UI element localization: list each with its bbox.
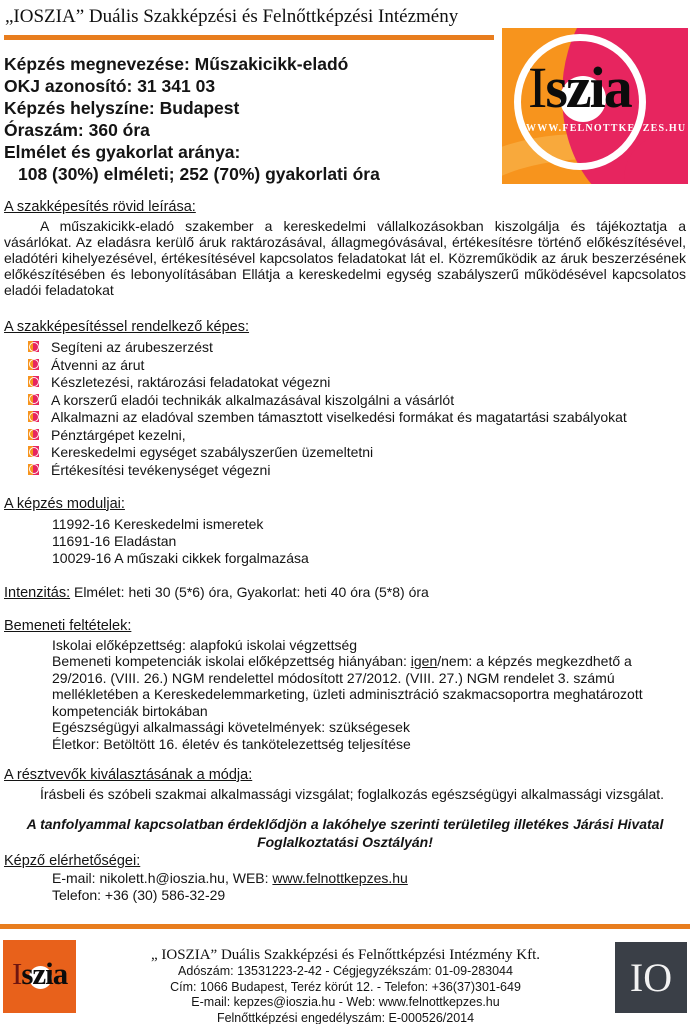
logo-letters-szia: szia <box>545 55 631 120</box>
footer-ioszia-logo <box>3 940 76 1013</box>
section-heading: Bemeneti feltételek: <box>4 617 132 634</box>
list-item <box>4 392 686 409</box>
footer-tax-line: Adószám: 13531223-2-42 - Cégjegyzékszám: 01-09-283044 <box>178 964 513 978</box>
ioszia-bullet-icon <box>28 394 39 405</box>
list-item <box>4 339 686 356</box>
ioszia-bullet-icon <box>28 411 39 422</box>
list-item: 11992-16 Kereskedelmi ismeretek <box>52 515 264 532</box>
course-summary-line: OKJ azonosító: 31 341 03 <box>4 76 216 96</box>
footer-company-name: „ IOSZIA” Duális Szakképzési és Felnőttképzési Intézmény Kft. <box>150 947 541 963</box>
section-selection <box>4 767 686 802</box>
section-heading: Intenzitás: <box>4 584 71 601</box>
ioszia-bullet-icon <box>28 359 39 370</box>
footer-company-info <box>76 940 615 1024</box>
section-description <box>4 199 686 298</box>
list-item <box>4 462 686 479</box>
contact-email-prefix: E-mail: nikolett.h@ioszia.hu, WEB: <box>52 870 273 886</box>
entry-age: Életkor: Betöltött 16. életév és tankötelezettség teljesítése <box>52 735 411 752</box>
footer-logo-letters-szia: szia <box>21 956 68 991</box>
skills-list <box>4 339 686 479</box>
notice-text: A tanfolyammal kapcsolatban érdeklődjön a lakóhelye szerinti területileg illetékes Járási Hivatal Foglalkoztatási Osztályán! <box>26 816 664 850</box>
footer-io-logo: IO <box>615 942 687 1013</box>
contact-phone-line: Telefon: +36 (30) 586-32-29 <box>52 886 226 903</box>
footer <box>0 940 690 1024</box>
skill-label: Pénztárgépet kezelni, <box>51 426 186 443</box>
description-text: A műszakicikk-eladó szakember a kereskedelmi vállalkozásokban kiszolgálja és tájékoztatja a vásárlókat. Az eladásra kerülő áruk raktározásával, állagmegóvásával, értékesítésre történő előkészítésével, eladótéri kihelyezésével, értékesítésével kapcsolatos feladatokat lát el. Közreműködik az áruk beszerzésének előkészítésében és lebonyolításában Ellátja a kereskedelmi egység szabályszerű működésével kapcsolatos eladói feladatokat <box>4 218 686 298</box>
entry-schooling: Iskolai előképzettség: alapfokú iskolai végzettség <box>52 636 358 653</box>
header-divider <box>4 35 494 40</box>
footer-divider-wrap <box>0 924 690 929</box>
modules-list <box>4 516 686 567</box>
skill-label: Készletezési, raktározási feladatokat végezni <box>51 374 331 390</box>
section-heading: A szakképesítés rövid leírása: <box>4 199 196 215</box>
intensity-text: Elmélet: heti 30 (5*6) óra, Gyakorlat: heti 40 óra (5*8) óra <box>70 583 429 600</box>
course-summary-line: Elmélet és gyakorlat aránya: <box>4 142 241 162</box>
entry-competency-prefix: Bemeneti kompetenciák iskolai előképzettség hiányában: <box>52 653 411 669</box>
logo-website-text: WWW.FELNOTTKEPZES.HU <box>526 123 687 134</box>
course-summary-line: 108 (30%) elméleti; 252 (70%) gyakorlati óra <box>18 164 380 184</box>
course-summary-line: Képzés megnevezése: Műszakicikk-eladó <box>4 54 349 74</box>
ioszia-bullet-icon <box>28 376 39 387</box>
logo-wordmark <box>528 55 631 120</box>
section-heading: A résztvevők kiválasztásának a módja: <box>4 767 253 783</box>
ioszia-logo <box>502 28 688 184</box>
list-item: 11691-16 Eladástan <box>52 532 177 549</box>
ioszia-bullet-icon <box>28 341 39 352</box>
contact-email-line <box>52 870 686 887</box>
ioszia-bullet-icon <box>28 429 39 440</box>
entry-competency <box>52 653 686 719</box>
list-item <box>4 427 686 444</box>
section-modules <box>4 496 686 567</box>
course-summary-line: Óraszám: 360 óra <box>4 120 150 140</box>
ioszia-bullet-icon <box>28 446 39 457</box>
footer-logo-wordmark <box>12 957 67 991</box>
skill-label: Értékesítési tevékenységet végezni <box>51 461 271 478</box>
section-heading: Képző elérhetőségei: <box>4 853 141 869</box>
list-item: 10029-16 A műszaki cikkek forgalmazása <box>52 549 309 566</box>
skill-label: Kereskedelmi egységet szabályszerűen üzemeltetni <box>51 444 374 460</box>
skill-label: Segíteni az árubeszerzést <box>51 339 213 355</box>
footer-logo-letter-i: I <box>12 956 22 991</box>
section-entry-requirements <box>4 618 686 753</box>
section-contact <box>4 853 686 903</box>
skill-label: Alkalmazni az eladóval szemben támasztott viselkedési formákat és magatartási szabályokat <box>51 409 627 425</box>
skill-label: Átvenni az árut <box>51 356 145 373</box>
course-summary <box>4 53 484 185</box>
footer-email-line: E-mail: kepzes@ioszia.hu - Web: www.felnottkepzes.hu <box>191 995 500 1009</box>
ioszia-bullet-icon <box>28 464 39 475</box>
list-item <box>4 409 686 426</box>
course-summary-line: Képzés helyszíne: Budapest <box>4 98 240 118</box>
footer-address-line: Cím: 1066 Budapest, Teréz körút 12. - Telefon: +36(37)301-649 <box>170 979 521 994</box>
footer-license-line: Felnőttképzési engedélyszám: E-000526/2014 <box>216 1010 475 1024</box>
selection-text: Írásbeli és szóbeli szakmai alkalmassági vizsgálat; foglalkozás egészségügyi alkalmassági vizsgálat. <box>40 786 665 802</box>
skill-label: A korszerű eladói technikák alkalmazásával kiszolgálni a vásárlót <box>51 391 455 408</box>
section-heading: A képzés moduljai: <box>4 495 125 512</box>
section-intensity <box>4 584 686 602</box>
entry-competency-suffix: /nem: a képzés megkezdhető a 29/2016. (VIII. 26.) NGM rendelettel módosított 27/2012. (VIII. 27.) NGM rendelet 3. számú mellékletében a Kereskedelemmarketing, üzleti adminisztráció szakmacsoportra meghatározott kompetenciák birtokában <box>52 653 643 719</box>
list-item <box>4 357 686 374</box>
website-link[interactable]: www.felnottkepzes.hu <box>272 870 408 886</box>
entry-health: Egészségügyi alkalmassági követelmények: szükségesek <box>52 719 410 735</box>
list-item <box>4 444 686 461</box>
list-item <box>4 374 686 391</box>
page-title: „IOSZIA” Duális Szakképzési és Felnőttképzési Intézmény <box>5 6 459 27</box>
section-skills <box>4 319 686 479</box>
footer-divider <box>0 924 690 929</box>
entry-competency-yes: igen <box>410 653 438 669</box>
logo-letter-i: I <box>528 55 546 120</box>
section-heading: A szakképesítéssel rendelkező képes: <box>4 319 250 335</box>
